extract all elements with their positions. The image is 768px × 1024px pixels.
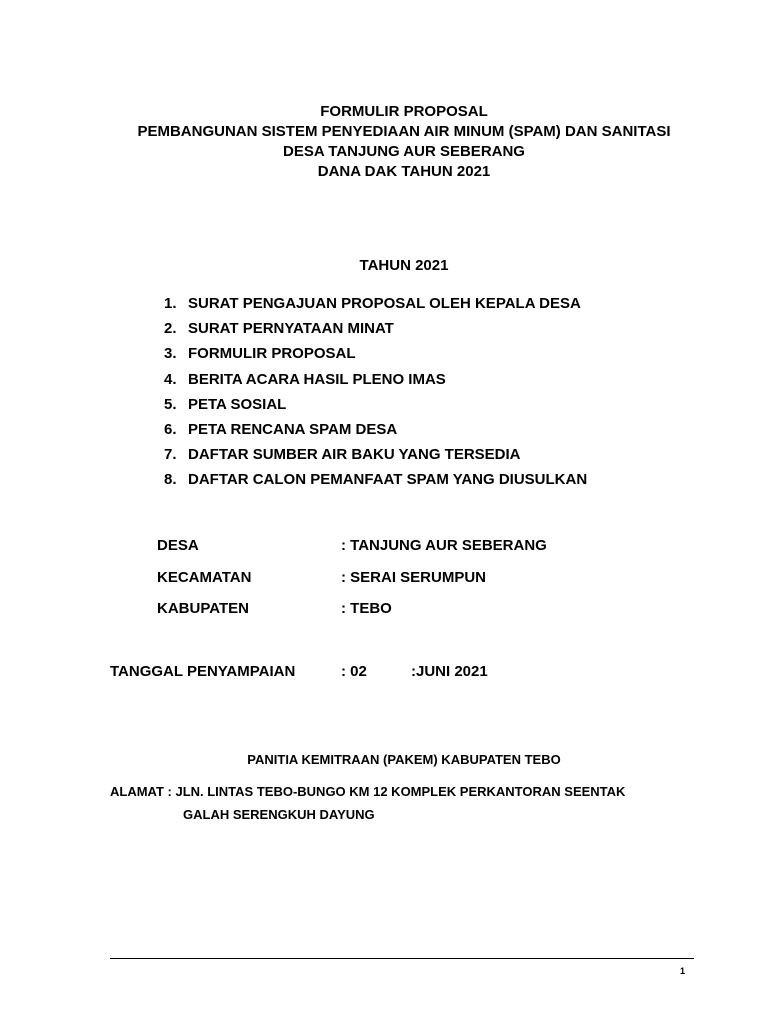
page-number: 1 <box>680 966 686 976</box>
address-line-1: ALAMAT : JLN. LINTAS TEBO-BUNGO KM 12 KOMPLEK PERKANTORAN SEENTAK <box>110 784 626 799</box>
list-item-number: 6. <box>164 420 177 438</box>
desa-value: : TANJUNG AUR SEBERANG <box>341 537 547 554</box>
list-item <box>164 345 587 370</box>
list-item-number: 8. <box>164 471 177 489</box>
list-item-number: 5. <box>164 395 177 413</box>
committee-name: PANITIA KEMITRAAN (PAKEM) KABUPATEN TEBO <box>247 752 561 767</box>
submission-month-year: :JUNI 2021 <box>411 663 488 680</box>
list-item-number: 1. <box>164 295 177 312</box>
list-item-text: BERITA ACARA HASIL PLENO IMAS <box>188 370 446 388</box>
list-item-text: DAFTAR SUMBER AIR BAKU YANG TERSEDIA <box>188 446 521 464</box>
list-item <box>164 320 587 345</box>
list-item-text: FORMULIR PROPOSAL <box>188 345 356 363</box>
desa-label: DESA <box>157 537 199 554</box>
kecamatan-value: : SERAI SERUMPUN <box>341 569 487 586</box>
list-item <box>164 371 587 396</box>
kabupaten-value: : TEBO <box>341 600 392 617</box>
list-item-text: PETA RENCANA SPAM DESA <box>188 420 398 438</box>
list-item <box>164 295 587 320</box>
list-item-number: 2. <box>164 320 177 338</box>
kabupaten-label: KABUPATEN <box>157 600 249 617</box>
list-item-text: PETA SOSIAL <box>188 395 287 413</box>
desa-row <box>157 537 547 554</box>
list-item-text: SURAT PERNYATAAN MINAT <box>188 320 394 338</box>
title-line-1: FORMULIR PROPOSAL <box>320 103 488 120</box>
list-item <box>164 471 587 496</box>
list-item-number: 4. <box>164 370 177 388</box>
kecamatan-row <box>157 569 486 586</box>
title-line-2: PEMBANGUNAN SISTEM PENYEDIAAN AIR MINUM (SPAM) DAN SANITASI <box>137 123 671 140</box>
list-item-text: DAFTAR CALON PEMANFAAT SPAM YANG DIUSULKAN <box>188 471 588 489</box>
list-item <box>164 396 587 421</box>
submission-day: : 02 <box>341 663 367 680</box>
kabupaten-row <box>157 600 392 617</box>
year-heading: TAHUN 2021 <box>359 257 449 274</box>
submission-date-label: TANGGAL PENYAMPAIAN <box>110 663 296 680</box>
footer-divider <box>110 958 694 959</box>
kecamatan-label: KECAMATAN <box>157 569 252 586</box>
list-item <box>164 446 587 471</box>
list-item <box>164 421 587 446</box>
document-title <box>0 102 768 182</box>
address-line-2: GALAH SERENGKUH DAYUNG <box>183 807 375 822</box>
list-item-number: 7. <box>164 446 177 464</box>
title-line-3: DESA TANJUNG AUR SEBERANG <box>283 143 525 160</box>
list-item-text: SURAT PENGAJUAN PROPOSAL OLEH KEPALA DESA <box>188 295 581 312</box>
title-line-4: DANA DAK TAHUN 2021 <box>317 163 491 180</box>
list-item-number: 3. <box>164 345 177 363</box>
submission-date-row <box>110 663 488 680</box>
document-list <box>164 295 587 497</box>
